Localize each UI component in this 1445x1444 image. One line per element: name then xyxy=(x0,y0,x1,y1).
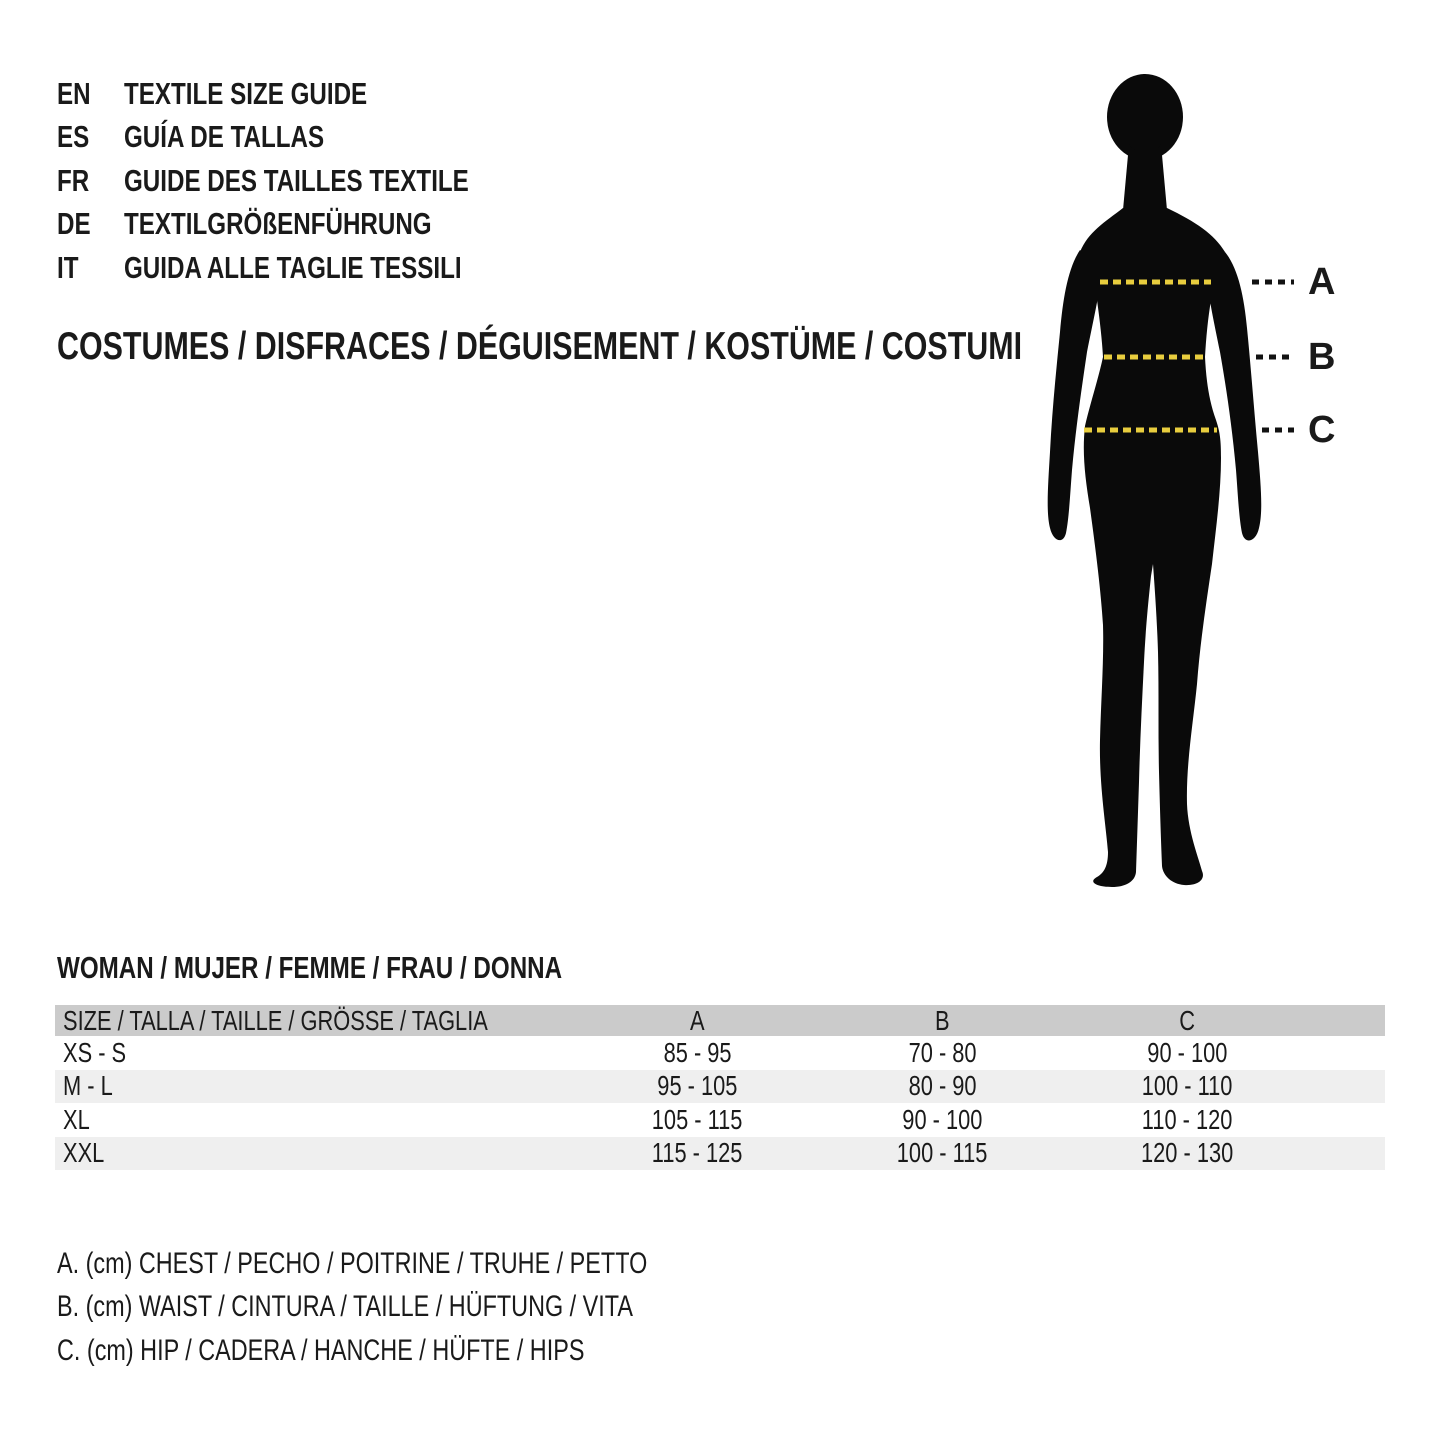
value-c: 120 - 130 xyxy=(1141,1137,1234,1169)
value-cell-b xyxy=(820,1070,1065,1102)
language-code: ES xyxy=(57,119,90,155)
language-row-fr xyxy=(57,159,566,203)
value-cell-a xyxy=(575,1037,820,1069)
note-waist-text: B. (cm) WAIST / CINTURA / TAILLE / HÜFTUNG / VITA xyxy=(57,1290,633,1324)
section-title-woman xyxy=(57,948,705,988)
size-label: XS - S xyxy=(63,1036,127,1068)
table-header-row xyxy=(55,1005,1385,1036)
header-cell-a xyxy=(575,1005,820,1037)
note-chest-text: A. (cm) CHEST / PECHO / POITRINE / TRUHE / PETTO xyxy=(57,1246,648,1280)
size-label: XXL xyxy=(63,1137,105,1169)
measure-label-a: A xyxy=(1308,261,1336,303)
note-chest xyxy=(57,1242,814,1286)
value-cell-a xyxy=(575,1070,820,1102)
value-c: 90 - 100 xyxy=(1147,1036,1228,1068)
language-code: IT xyxy=(57,249,79,285)
value-a: 95 - 105 xyxy=(657,1070,738,1102)
value-cell-c xyxy=(1065,1104,1310,1136)
value-b: 70 - 80 xyxy=(908,1036,977,1068)
value-cell-c xyxy=(1065,1070,1310,1102)
table-row-xxl xyxy=(55,1137,1385,1171)
note-hip-text: C. (cm) HIP / CADERA / HANCHE / HÜFTE / HIPS xyxy=(57,1333,585,1367)
value-b: 100 - 115 xyxy=(897,1137,988,1169)
size-table xyxy=(55,1005,1385,1170)
language-row-en xyxy=(57,72,566,116)
value-a: 115 - 125 xyxy=(652,1137,743,1169)
guide-title: TEXTILE SIZE GUIDE xyxy=(124,75,368,111)
table-row-m-l xyxy=(55,1070,1385,1104)
header-a-label: A xyxy=(690,1004,705,1036)
guide-title: TEXTILGRÖßENFÜHRUNG xyxy=(124,206,432,242)
value-cell-c xyxy=(1065,1137,1310,1169)
woman-silhouette-figure xyxy=(1000,60,1400,900)
value-cell-b xyxy=(820,1104,1065,1136)
note-hip xyxy=(57,1329,814,1373)
size-cell xyxy=(55,1037,575,1069)
guide-title: GUÍA DE TALLAS xyxy=(124,119,325,155)
guide-title: GUIDE DES TAILLES TEXTILE xyxy=(124,162,469,198)
header-cell-size xyxy=(55,1005,575,1037)
category-title-text: COSTUMES / DISFRACES / DÉGUISEMENT / KOSTÜME / COSTUMI xyxy=(57,325,1023,368)
size-label: M - L xyxy=(63,1070,113,1102)
header-c-label: C xyxy=(1179,1004,1196,1036)
value-cell-c xyxy=(1065,1037,1310,1069)
language-row-es xyxy=(57,116,566,160)
value-cell-a xyxy=(575,1137,820,1169)
language-code: DE xyxy=(57,206,91,242)
value-a: 85 - 95 xyxy=(663,1036,732,1068)
note-waist xyxy=(57,1286,814,1330)
language-code: FR xyxy=(57,162,90,198)
header-b-label: B xyxy=(935,1004,950,1036)
language-code: EN xyxy=(57,75,91,111)
measure-label-b: B xyxy=(1308,336,1336,378)
size-label: XL xyxy=(63,1103,90,1135)
header-size-label: SIZE / TALLA / TAILLE / GRÖSSE / TAGLIA xyxy=(63,1004,488,1036)
woman-silhouette xyxy=(1048,74,1262,887)
language-row-it xyxy=(57,246,566,290)
section-title-text: WOMAN / MUJER / FEMME / FRAU / DONNA xyxy=(57,950,563,985)
size-cell xyxy=(55,1137,575,1169)
value-b: 90 - 100 xyxy=(902,1103,983,1135)
size-cell xyxy=(55,1104,575,1136)
value-a: 105 - 115 xyxy=(652,1103,743,1135)
language-row-de xyxy=(57,203,566,247)
value-cell-b xyxy=(820,1137,1065,1169)
measure-notes xyxy=(57,1242,814,1373)
value-c: 110 - 120 xyxy=(1142,1103,1233,1135)
table-row-xs-s xyxy=(55,1036,1385,1070)
size-cell xyxy=(55,1070,575,1102)
value-b: 80 - 90 xyxy=(908,1070,977,1102)
header-cell-c xyxy=(1065,1005,1310,1037)
language-guide-list xyxy=(57,72,566,290)
measure-label-c: C xyxy=(1308,409,1336,451)
value-cell-b xyxy=(820,1037,1065,1069)
value-cell-a xyxy=(575,1104,820,1136)
table-row-xl xyxy=(55,1103,1385,1137)
value-c: 100 - 110 xyxy=(1142,1070,1233,1102)
guide-title: GUIDA ALLE TAGLIE TESSILI xyxy=(124,249,462,285)
header-cell-b xyxy=(820,1005,1065,1037)
